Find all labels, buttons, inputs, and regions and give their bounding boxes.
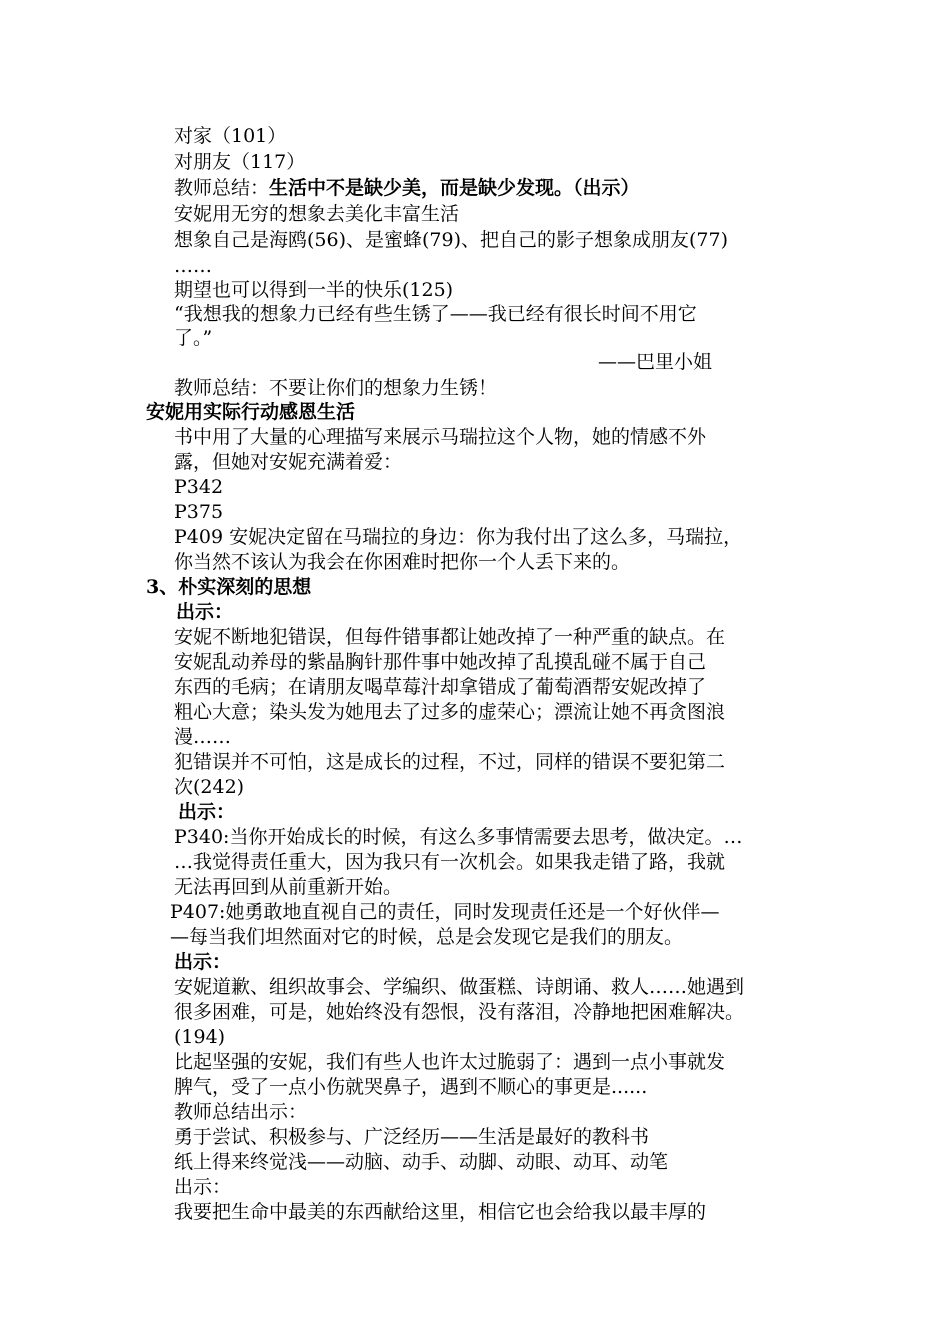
section-heading: 安妮用实际行动感恩生活: [146, 401, 356, 423]
text-line: 对家（101）: [174, 125, 287, 147]
text-line: 东西的毛病；在请朋友喝草莓汁却拿错成了葡萄酒帮安妮改掉了: [174, 676, 707, 698]
summary-label: 教师总结：: [174, 177, 270, 199]
text-line: 勇于尝试、积极参与、广泛经历——生活是最好的教科书: [174, 1126, 650, 1148]
text-line: 漫……: [174, 726, 232, 748]
text-line: “我想我的想象力已经有些生锈了——我已经有很长时间不用它: [174, 303, 697, 325]
text-line: 比起坚强的安妮，我们有些人也许太过脆弱了：遇到一点小事就发: [174, 1051, 726, 1073]
text-line: 出示：: [174, 1176, 232, 1198]
text-line: 书中用了大量的心理描写来展示马瑞拉这个人物，她的情感不外: [174, 426, 707, 448]
text-line: (194): [174, 1026, 226, 1048]
text-line: 对朋友（117）: [174, 151, 306, 173]
attribution: ——巴里小姐: [598, 351, 713, 373]
text-line: P342: [174, 476, 224, 498]
show-label: 出示：: [176, 601, 234, 623]
text-line: 想象自己是海鸥(56)、是蜜蜂(79)、把自己的影子想象成朋友(77): [174, 229, 729, 251]
text-line: P409 安妮决定留在马瑞拉的身边：你为我付出了这么多，马瑞拉，: [174, 526, 743, 548]
text-line: 脾气，受了一点小伤就哭鼻子，遇到不顺心的事更是......: [174, 1076, 648, 1098]
text-line: 很多困难，可是，她始终没有怨恨，没有落泪，冷静地把困难解决。: [174, 1001, 745, 1023]
text-line: 教师总结出示：: [174, 1101, 308, 1123]
text-line: 次(242): [174, 776, 245, 798]
text-line: 露，但她对安妮充满着爱：: [174, 451, 403, 473]
text-line: 了。”: [174, 327, 213, 349]
text-line: …我觉得责任重大，因为我只有一次机会。如果我走错了路，我就: [174, 851, 726, 873]
text-line: 无法再回到从前重新开始。: [174, 876, 403, 898]
show-label: 出示：: [174, 951, 232, 973]
text-line: P407:她勇敢地直视自己的责任，同时发现责任还是一个好伙伴—: [170, 901, 720, 923]
text-line: 安妮用无穷的想象去美化丰富生活: [174, 203, 460, 225]
text-line: P340:当你开始成长的时候，有这么多事情需要去思考，做决定。…: [174, 826, 743, 848]
text-line: 期望也可以得到一半的快乐(125): [174, 279, 454, 301]
text-line: 安妮乱动养母的紫晶胸针那件事中她改掉了乱摸乱碰不属于自己: [174, 651, 707, 673]
text-line: ……: [174, 255, 212, 277]
text-line: 粗心大意；染头发为她甩去了过多的虚荣心；漂流让她不再贪图浪: [174, 701, 726, 723]
text-line: 教师总结：不要让你们的想象力生锈！: [174, 377, 498, 399]
text-line: 安妮不断地犯错误，但每件错事都让她改掉了一种严重的缺点。在: [174, 626, 726, 648]
text-line: 你当然不该认为我会在你困难时把你一个人丢下来的。: [174, 551, 631, 573]
text-line: P375: [174, 501, 224, 523]
text-line: 安妮道歉、组织故事会、学编织、做蛋糕、诗朗诵、救人……她遇到: [174, 976, 745, 998]
summary-bold: 生活中不是缺少美，而是缺少发现。（出示）: [269, 177, 640, 199]
text-line: 我要把生命中最美的东西献给这里，相信它也会给我以最丰厚的: [174, 1201, 707, 1223]
section-heading: 3、朴实深刻的思想: [146, 576, 312, 598]
text-line: 犯错误并不可怕，这是成长的过程，不过，同样的错误不要犯第二: [174, 751, 726, 773]
text-line: 纸上得来终觉浅——动脑、动手、动脚、动眼、动耳、动笔: [174, 1151, 669, 1173]
text-line: —每当我们坦然面对它的时候，总是会发现它是我们的朋友。: [170, 926, 684, 948]
text-line: [174, 176, 640, 200]
show-label: 出示：: [178, 801, 236, 823]
